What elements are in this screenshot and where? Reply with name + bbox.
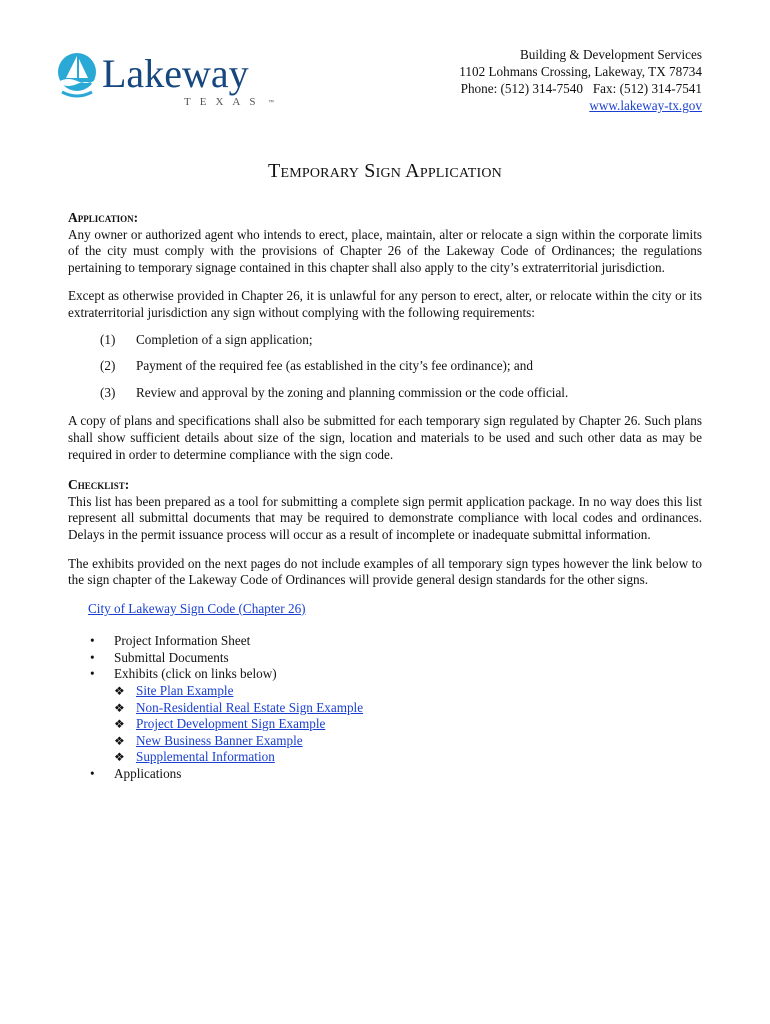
logo-tm: ™ xyxy=(268,100,274,106)
real-estate-sign-link[interactable]: Non-Residential Real Estate Sign Example xyxy=(136,699,364,715)
requirement-number: (2) xyxy=(100,358,116,374)
checklist-paragraph-1: This list has been prepared as a tool for submitting a complete sign permit application package. In no way does this list represent all submittal documents that may be required to demonstrate compliance with local codes and ordinances. Delays in the permit issuance process will occur as a result of incomplete or inadequate submittal information. xyxy=(68,493,702,542)
exhibit-item xyxy=(114,716,702,733)
diamond-bullet-icon: ❖ xyxy=(114,684,125,699)
address: 1102 Lohmans Crossing, Lakeway, TX 78734 xyxy=(459,64,702,79)
sailboat-icon xyxy=(56,48,296,110)
list-item-label: Project Information Sheet xyxy=(114,633,251,649)
list-item-label: Submittal Documents xyxy=(114,649,229,665)
list-item-label: Exhibits (click on links below) xyxy=(114,666,277,682)
exhibit-item xyxy=(114,683,702,700)
requirement-text: Payment of the required fee (as established in the city’s fee ordinance); and xyxy=(136,358,533,374)
checklist-list xyxy=(68,633,702,782)
sign-code-link[interactable]: City of Lakeway Sign Code (Chapter 26) xyxy=(88,600,306,616)
bullet-icon: • xyxy=(90,666,95,682)
bullet-icon: • xyxy=(90,649,95,665)
diamond-bullet-icon: ❖ xyxy=(114,733,125,748)
phone-fax: Phone: (512) 314-7540 Fax: (512) 314-7541 xyxy=(460,81,702,96)
site-plan-link[interactable]: Site Plan Example xyxy=(136,683,234,699)
application-heading: Application: xyxy=(68,210,139,225)
application-paragraph-3: A copy of plans and specifications shall also be submitted for each temporary sign regulated by Chapter 26. Such plans shall show sufficient details about size of the sign, location and materials to be used and such other data as may be required in order to determine compliance with the sign code. xyxy=(68,413,702,462)
exhibit-item xyxy=(114,733,702,750)
requirement-item xyxy=(68,385,702,402)
requirement-text: Completion of a sign application; xyxy=(136,331,313,347)
list-item xyxy=(90,633,702,650)
website-link[interactable]: www.lakeway-tx.gov xyxy=(589,98,702,113)
diamond-bullet-icon: ❖ xyxy=(114,750,125,765)
logo-name: Lakeway xyxy=(102,51,249,96)
application-paragraph-1: Any owner or authorized agent who intends to erect, place, maintain, alter or relocate a sign within the corporate limits of the city must comply with the provisions of Chapter 26 of the Lakeway Code of Ordinances; the regulations pertaining to temporary signage contained in this chapter shall also apply to the city’s extraterritorial jurisdiction. xyxy=(68,226,702,275)
checklist-heading: Checklist: xyxy=(68,477,130,493)
exhibit-item xyxy=(114,749,702,766)
list-item xyxy=(90,766,702,783)
list-item xyxy=(90,650,702,667)
project-development-sign-link[interactable]: Project Development Sign Example xyxy=(136,716,326,732)
bullet-icon: • xyxy=(90,633,95,649)
bullet-icon: • xyxy=(90,766,95,782)
requirement-text: Review and approval by the zoning and planning commission or the code official. xyxy=(136,384,569,400)
logo-sub: TEXAS xyxy=(184,96,265,108)
exhibit-item xyxy=(114,700,702,717)
diamond-bullet-icon: ❖ xyxy=(114,700,125,715)
requirement-number: (1) xyxy=(100,331,116,347)
requirement-number: (3) xyxy=(100,384,116,400)
application-paragraph-2: Except as otherwise provided in Chapter 26, it is unlawful for any person to erect, alter, or relocate within the city or its extraterritorial jurisdiction any sign without complying with the following requirements: xyxy=(68,288,702,320)
page-title: Temporary Sign Application xyxy=(268,160,502,182)
requirement-item xyxy=(68,332,702,349)
list-item xyxy=(90,666,702,766)
business-banner-link[interactable]: New Business Banner Example xyxy=(136,732,303,748)
list-item-label: Applications xyxy=(114,766,182,782)
supplemental-info-link[interactable]: Supplemental Information xyxy=(136,749,275,765)
checklist-paragraph-2: The exhibits provided on the next pages do not include examples of all temporary sign types however the link below to the sign chapter of the Lakeway Code of Ordinances will provide general design standards for the other signs. xyxy=(68,555,702,588)
document-body xyxy=(68,210,702,783)
department-name: Building & Development Services xyxy=(519,47,702,62)
diamond-bullet-icon: ❖ xyxy=(114,717,125,732)
exhibit-links xyxy=(114,683,702,766)
requirement-item xyxy=(68,358,702,375)
header-contact xyxy=(459,46,702,114)
lakeway-logo xyxy=(56,48,296,110)
